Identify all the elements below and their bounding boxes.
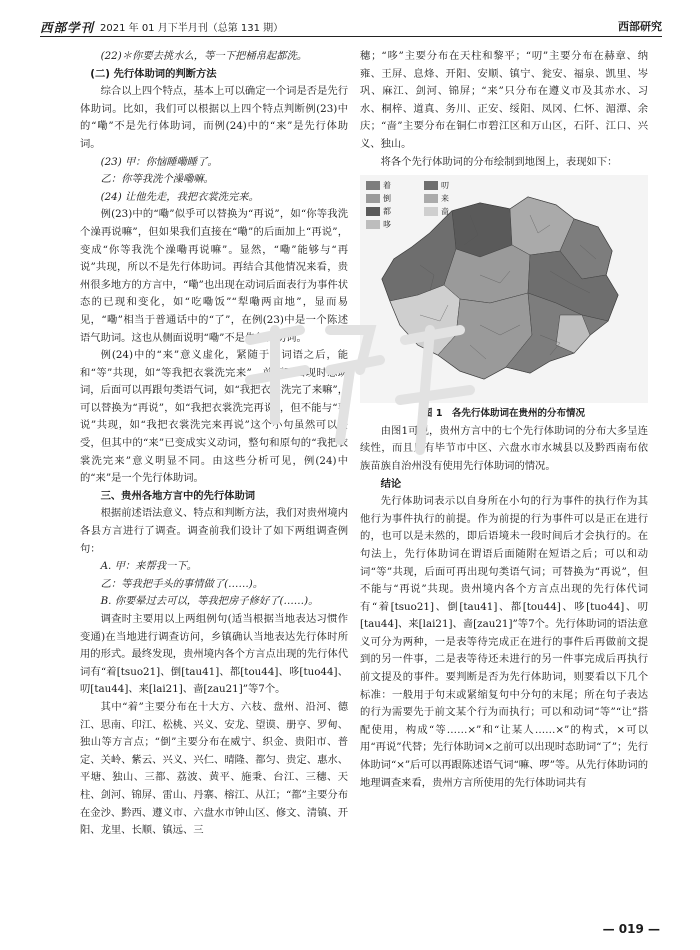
legend-item xyxy=(366,218,391,231)
subsection-heading: (二) 先行体助词的判断方法 xyxy=(90,67,217,80)
paragraph: 例(24)中的“来”意义虚化，紧随于谓词语之后，能和“等”共现，如“等我把衣裳洗完来”，前面可出现时态助词，后面可以再跟句类语气词，如“我把衣裳洗完了来嘛”，可以替换为“再说”，如“我把衣裳洗完再说”，但不能与“再说”共现，如“我把衣裳洗完来再说”这个小句虽然可以接受，但其中的“来”已变成实义动词，整句和原句的“我把衣裳洗完来”意义明显不同。由这些分析可见，例(24)中的“来”是一个先行体助词。 xyxy=(80,349,348,485)
legend-col-1 xyxy=(366,179,391,231)
legend-swatch xyxy=(424,207,438,216)
section-heading: 三、贵州各地方言中的先行体助词 xyxy=(100,489,256,502)
example-sentence: A. 甲：来帮我一下。 xyxy=(100,560,197,573)
paragraph: 其中“着”主要分布在十大方、六枝、盘州、沿河、德江、思南、印江、松桃、兴义、安龙、望谟、册亨、罗甸、独山等方言点；“倒”主要分布在威宁、织金、贵阳市、普定、关岭、紫云、兴义、兴仁、晴隆、都匀、贵定、惠水、平塘、独山、三都、荔波、黄平、施秉、台江、三穗、天柱、剑河、锦屏、雷山、丹寨、榕江、从江；“都”主要分布在金沙、黔西、遵义市、六盘水市钟山区、修文、清镇、开阳、龙里、长顺、镇远、三 xyxy=(80,700,348,837)
figure-caption: 图 1 各先行体助词在贵州的分布情况 xyxy=(423,408,585,420)
right-column xyxy=(360,48,648,792)
left-column xyxy=(80,48,348,840)
example-sentence: B. 你要晕过去可以，等我把房子修好了(……)。 xyxy=(100,595,319,608)
page-number: — 019 — xyxy=(602,922,660,936)
legend-item xyxy=(366,179,391,192)
legend-label: 哆 xyxy=(383,220,391,230)
right-column-bottom xyxy=(360,423,648,792)
example-sentence: (22)＊你要去挑水么，等一下把桶帛起都洗。 xyxy=(100,50,308,62)
paragraph: 调查时主要用以上两组例句(适当根据当地表达习惯作变通)在当地进行调查访问，乡镇确认当地表达先行体时所用的形式。最终发现，贵州境内各个方言点出现的先行体代词有“着[tsuo21]、倒[tau41]、都[tou44]、哆[tuo44]、叨[tau44]、来[lai21]、啬[zau21]”等7个。 xyxy=(80,613,348,696)
legend-label: 叨 xyxy=(441,181,449,191)
paragraph: 综合以上四个特点，基本上可以确定一个词是否是先行体助词。比如，我们可以根据以上四个特点判断例(23)中的“嘞”不是先行体助词，而例(24)中的“来”是先行体助词。 xyxy=(80,85,348,150)
legend-item xyxy=(424,205,449,218)
issue-info: 2021 年 01 月下半月刊（总第 131 期） xyxy=(100,23,284,34)
legend-label: 着 xyxy=(383,181,391,191)
paragraph: 穗；“哆”主要分布在天柱和黎平；“叨”主要分布在赫章、纳雍、王屏、息烽、开阳、安顺、镇宁、瓮安、福泉、凯里、岑巩、麻江、剑河、锦屏；“来”只分布在遵义市及其赤水、习水、桐梓、道真、务川、正安、绥阳、凤冈、仁怀、湄潭、余庆；“啬”主要分布在铜仁市碧江区和万山区，石阡、江口、兴义、独山。 xyxy=(360,50,648,150)
legend-swatch xyxy=(366,207,380,216)
example-sentence: (23) 甲：你恼睡嘞睡了。 xyxy=(100,155,218,168)
journal-logo: 西部学刊 xyxy=(40,20,95,35)
paragraph: 将各个先行体助词的分布绘制到地图上，表现如下： xyxy=(380,155,618,168)
legend-swatch xyxy=(366,194,380,203)
legend-swatch xyxy=(366,181,380,190)
example-sentence: (24) 让他先走，我把衣裳洗完来。 xyxy=(100,190,259,203)
paragraph: 由图1可见，贵州方言中的七个先行体助词的分布大多呈连续性，而且只有毕节市中区、六盘水市水城县以及黔西南布依族苗族自治州没有使用先行体助词的情况。 xyxy=(360,424,648,472)
section-name: 西部研究 xyxy=(618,20,662,33)
paragraph: 先行体助词表示以自身所在小句的行为事件的执行作为其他行为事件执行的前提。作为前提的行为事件可以是正在进行的，也可以是未然的，即后语境未一段时间后才会执行的。在句法上，先行体助词在谓语后面随附在短语之后；可以和动词“等”共现，后面可再出现句类语气词；可替换为“再说”，但不能与“再说”共现。贵州境内各个方言点出现的先行体代词有“着[tsuo21]、倒[tau41]、都[tou44]、哆[tuo44]、叨[tau44]、来[lai21]、啬[zau21]”等7个。先行体助词的语法意义可分为两种，一是表等待完成正在进行的事件后再做前文提到的另一件事，二是表等待还未进行的另一件事完成后再执行前文提及的事件。要判断是否为先行体助词，则要看以下几个标准：一般用于句末或紧缩复句中分句的末尾；所在句子表达的行为需要先于前文某个行为而执行；可以和动词“等”“让”搭配使用，构成“等……×”和“让某人……×”的构式，×可以用“再说”代替；先行体助词×之前可以出现时态助词“了”；先行体助词“×”后可以再跟陈述语气词“嘛、啰”等。从先行体助词的地理调查来看，贵州方言所使用的先行体助词共有 xyxy=(360,495,648,789)
conclusion-heading: 结论 xyxy=(380,477,402,490)
example-sentence: 乙：等我把手头的事情做了(……)。 xyxy=(100,577,264,590)
legend-item xyxy=(366,205,391,218)
legend-item xyxy=(366,192,391,205)
paragraph: 例(23)中的“嘞”似乎可以替换为“再说”，如“你等我洗个澡再说嘛”，但如果我们直接在“嘞”的后面加上“再说”，变成“你等我洗个澡嘞再说嘛”。显然，“嘞”能够与“再说”共现，所以不是先行体助词。再结合其他情况来看，贵州很多地方的方言中，“嘞”也出现在动词后面表行为事件状态的已现和变化，如“吃嘞饭”“犁嘞两亩地”，显而易见，“嘞”相当于普通话中的“了”，在例(23)中是一个陈述语气助词。这也从侧面说明“嘞”不是先行体助词。 xyxy=(80,208,348,344)
example-sentence: 乙：你等我洗个澡嘞嘛。 xyxy=(100,173,214,186)
legend-swatch xyxy=(424,194,438,203)
paragraph: 根据前述语法意义、特点和判断方法，我们对贵州境内各县方言进行了调查。调查前我们设计了如下两组调查例句： xyxy=(80,507,348,555)
legend-item xyxy=(424,179,449,192)
right-column-top xyxy=(360,48,648,171)
legend-label: 都 xyxy=(383,207,391,217)
legend-label: 来 xyxy=(441,194,449,204)
legend-item xyxy=(424,192,449,205)
guizhou-map-graphic xyxy=(360,175,648,403)
page-header xyxy=(40,10,662,37)
legend-swatch xyxy=(424,181,438,190)
legend-swatch xyxy=(366,220,380,229)
distribution-map xyxy=(360,175,648,403)
legend-label: 倒 xyxy=(383,194,391,204)
legend-label: 啬 xyxy=(441,207,449,217)
legend-col-2 xyxy=(424,179,449,218)
